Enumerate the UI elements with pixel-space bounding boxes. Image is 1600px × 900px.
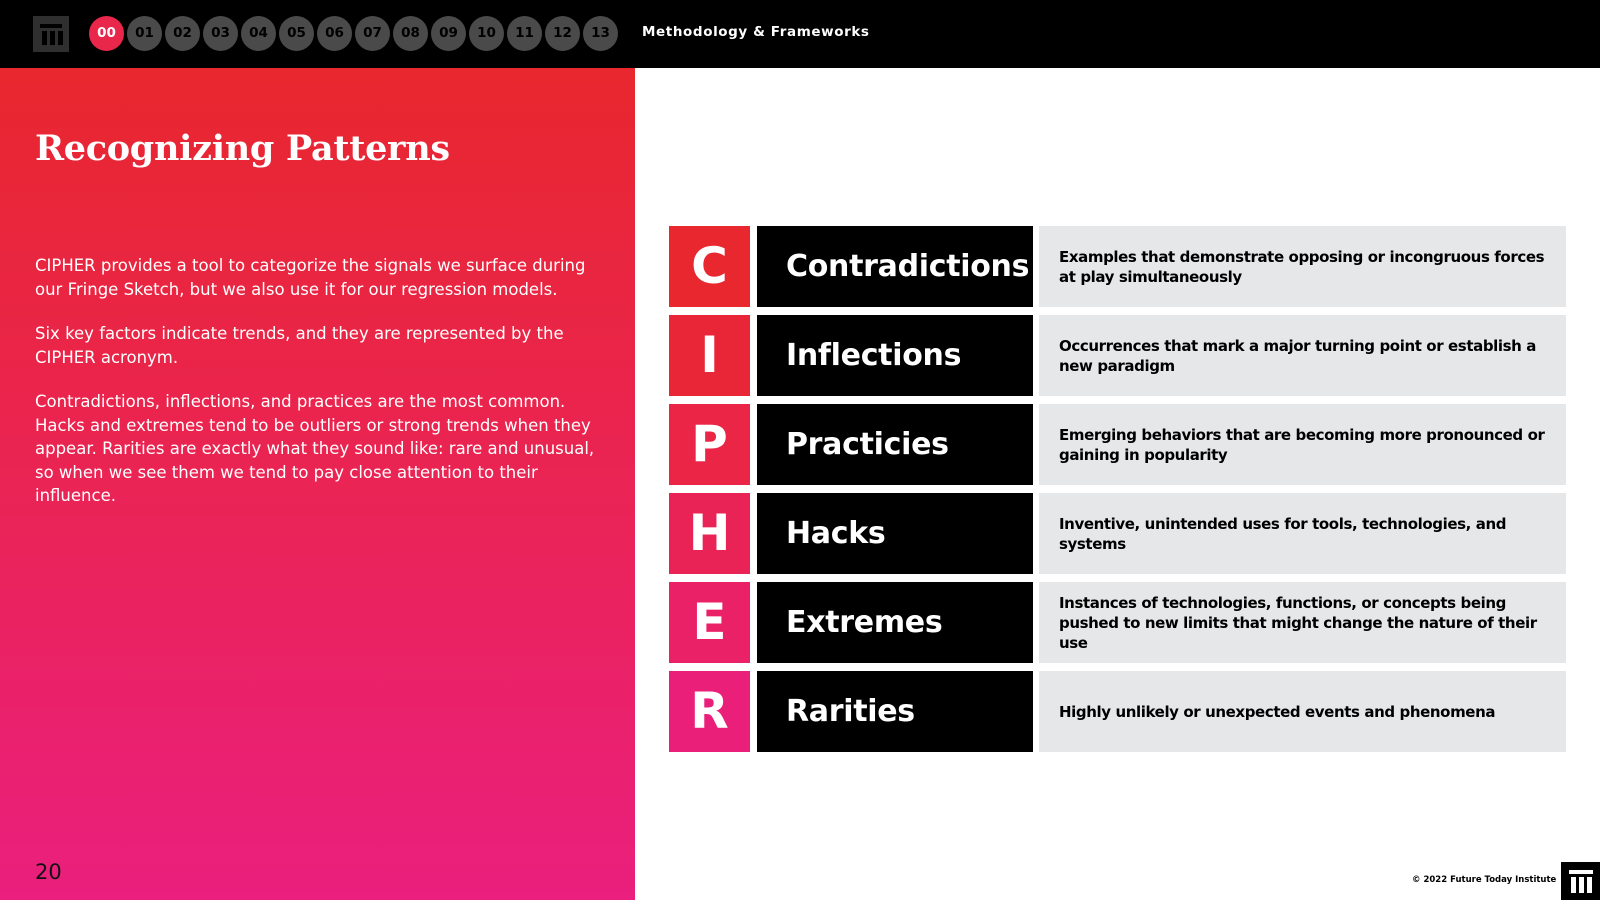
nav-section-03[interactable]: 03: [203, 16, 238, 51]
cipher-row-rarities: [669, 671, 1566, 752]
cipher-term: Extremes: [757, 582, 1033, 663]
cipher-row-inflections: [669, 315, 1566, 396]
copyright-notice: © 2022 Future Today Institute: [1412, 875, 1557, 885]
cipher-term: Contradictions: [757, 226, 1033, 307]
intro-paragraph-3: Contradictions, inflections, and practices are the most common. Hacks and extremes tend to be outliers or strong trends when they appear. Rarities are exactly what they sound like: rare and unusual, so when we see them we tend to pay close attention to their influence.: [35, 392, 595, 505]
cipher-letter: E: [669, 582, 750, 663]
cipher-row-practicies: [669, 404, 1566, 485]
cipher-description: Occurrences that mark a major turning point or establish a new paradigm: [1039, 315, 1566, 396]
nav-section-13[interactable]: 13: [583, 16, 618, 51]
page-title: Recognizing Patterns: [35, 128, 450, 169]
nav-section-07[interactable]: 07: [355, 16, 390, 51]
nav-section-00[interactable]: 00: [89, 16, 124, 51]
nav-section-08[interactable]: 08: [393, 16, 428, 51]
nav-section-12[interactable]: 12: [545, 16, 580, 51]
nav-section-06[interactable]: 06: [317, 16, 352, 51]
nav-section-11[interactable]: 11: [507, 16, 542, 51]
cipher-row-hacks: [669, 493, 1566, 574]
nav-section-01[interactable]: 01: [127, 16, 162, 51]
cipher-row-contradictions: [669, 226, 1566, 307]
section-title: Methodology & Frameworks: [642, 24, 870, 40]
nav-section-02[interactable]: 02: [165, 16, 200, 51]
cipher-description: Emerging behaviors that are becoming more pronounced or gaining in popularity: [1039, 404, 1566, 485]
nav-section-05[interactable]: 05: [279, 16, 314, 51]
nav-section-10[interactable]: 10: [469, 16, 504, 51]
cipher-letter: I: [669, 315, 750, 396]
cipher-term: Inflections: [757, 315, 1033, 396]
page-number: 20: [35, 860, 62, 884]
intro-panel: [0, 68, 635, 900]
nav-section-04[interactable]: 04: [241, 16, 276, 51]
cipher-letter: R: [669, 671, 750, 752]
cipher-row-extremes: [669, 582, 1566, 663]
cipher-description: Examples that demonstrate opposing or incongruous forces at play simultaneously: [1039, 226, 1566, 307]
nav-section-09[interactable]: 09: [431, 16, 466, 51]
top-navigation-bar: [0, 0, 1600, 68]
cipher-term: Hacks: [757, 493, 1033, 574]
cipher-letter: C: [669, 226, 750, 307]
cipher-description: Instances of technologies, functions, or concepts being pushed to new limits that might change the nature of their use: [1039, 582, 1566, 663]
cipher-letter: H: [669, 493, 750, 574]
cipher-description: Inventive, unintended uses for tools, technologies, and systems: [1039, 493, 1566, 574]
cipher-letter: P: [669, 404, 750, 485]
cipher-term: Practicies: [757, 404, 1033, 485]
cipher-term: Rarities: [757, 671, 1033, 752]
fti-corner-logo-icon: [1561, 862, 1600, 900]
intro-paragraph-2: Six key factors indicate trends, and they are represented by the CIPHER acronym.: [35, 324, 564, 367]
fti-logo-icon[interactable]: [33, 16, 69, 52]
intro-paragraph-1: CIPHER provides a tool to categorize the signals we surface during our Fringe Sketch, but we also use it for our regression models.: [35, 256, 586, 299]
cipher-description: Highly unlikely or unexpected events and phenomena: [1039, 671, 1566, 752]
